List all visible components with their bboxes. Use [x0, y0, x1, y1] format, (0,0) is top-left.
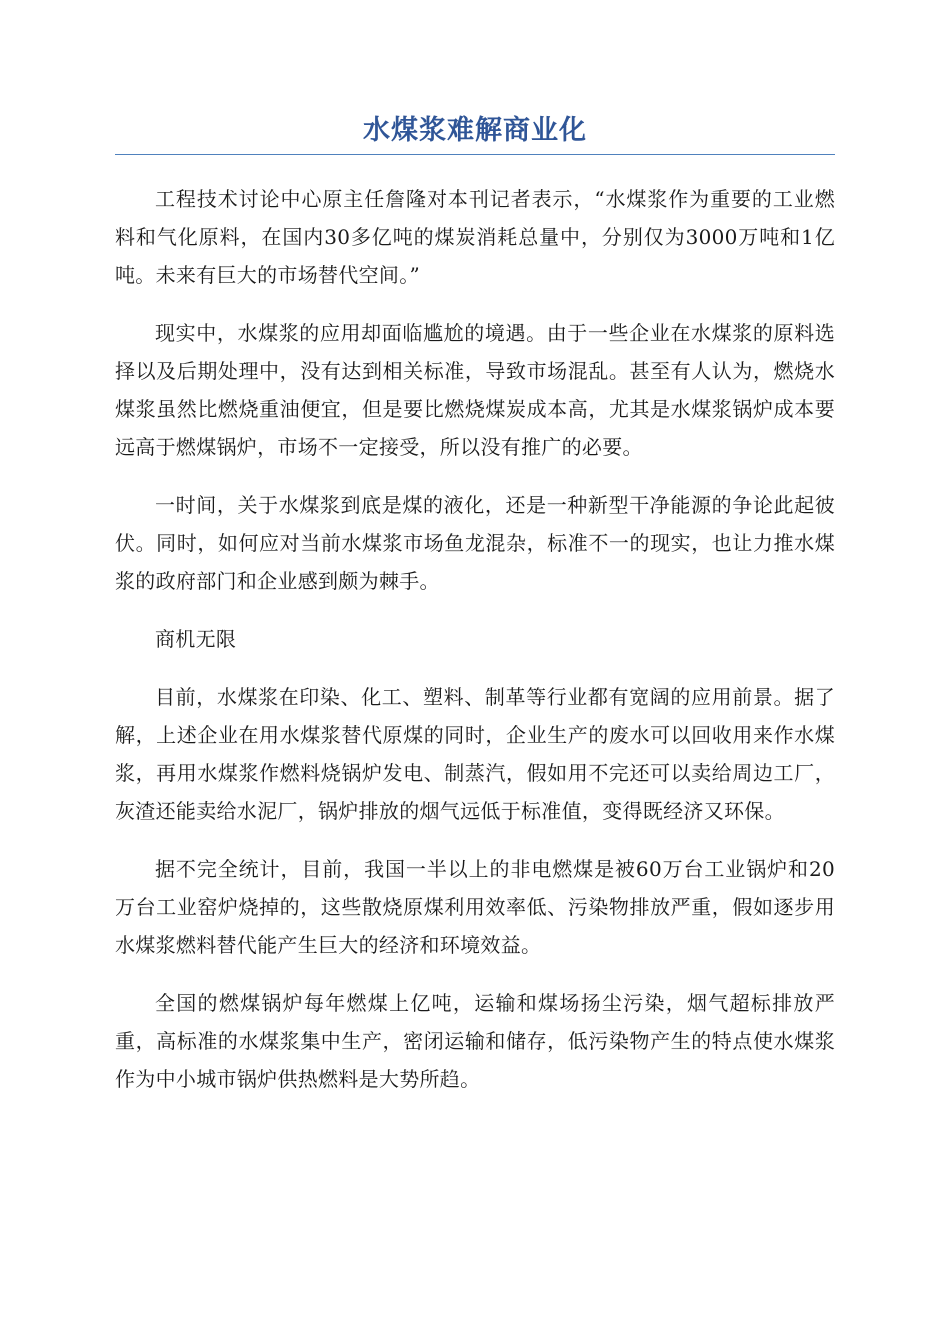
paragraph: 目前，水煤浆在印染、化工、塑料、制革等行业都有宽阔的应用前景。据了解，上述企业在用水煤浆替代原煤的同时，企业生产的废水可以回收用来作水煤浆，再用水煤浆作燃料烧锅炉发电、制蒸汽，假如用不完还可以卖给周边工厂，灰渣还能卖给水泥厂，锅炉排放的烟气远低于标准值，变得既经济又环保。 [115, 685, 835, 823]
paragraph: 全国的燃煤锅炉每年燃煤上亿吨，运输和煤场扬尘污染，烟气超标排放严重，高标准的水煤浆集中生产，密闭运输和储存，低污染物产生的特点使水煤浆作为中小城市锅炉供热燃料是大势所趋。 [115, 991, 835, 1091]
paragraph: 现实中，水煤浆的应用却面临尴尬的境遇。由于一些企业在水煤浆的原料选择以及后期处理中，没有达到相关标准，导致市场混乱。甚至有人认为，燃烧水煤浆虽然比燃烧重油便宜，但是要比燃烧煤炭成本高，尤其是水煤浆锅炉成本要远高于燃煤锅炉，市场不一定接受，所以没有推广的必要。 [115, 321, 835, 459]
paragraph: 一时间，关于水煤浆到底是煤的液化，还是一种新型干净能源的争论此起彼伏。同时，如何应对当前水煤浆市场鱼龙混杂，标准不一的现实，也让力推水煤浆的政府部门和企业感到颇为棘手。 [115, 493, 835, 593]
document-body [115, 180, 835, 1098]
section-heading: 商机无限 [155, 627, 237, 651]
paragraph: 据不完全统计，目前，我国一半以上的非电燃煤是被60万台工业锅炉和20万台工业窑炉烧掉的，这些散烧原煤利用效率低、污染物排放严重，假如逐步用水煤浆燃料替代能产生巨大的经济和环境效益。 [115, 857, 835, 957]
paragraph: 工程技术讨论中心原主任詹隆对本刊记者表示，“水煤浆作为重要的工业燃料和气化原料，在国内30多亿吨的煤炭消耗总量中，分别仅为3000万吨和1亿吨。未来有巨大的市场替代空间。” [115, 187, 835, 287]
document-page [115, 112, 835, 1118]
document-title: 水煤浆难解商业化 [115, 112, 835, 155]
